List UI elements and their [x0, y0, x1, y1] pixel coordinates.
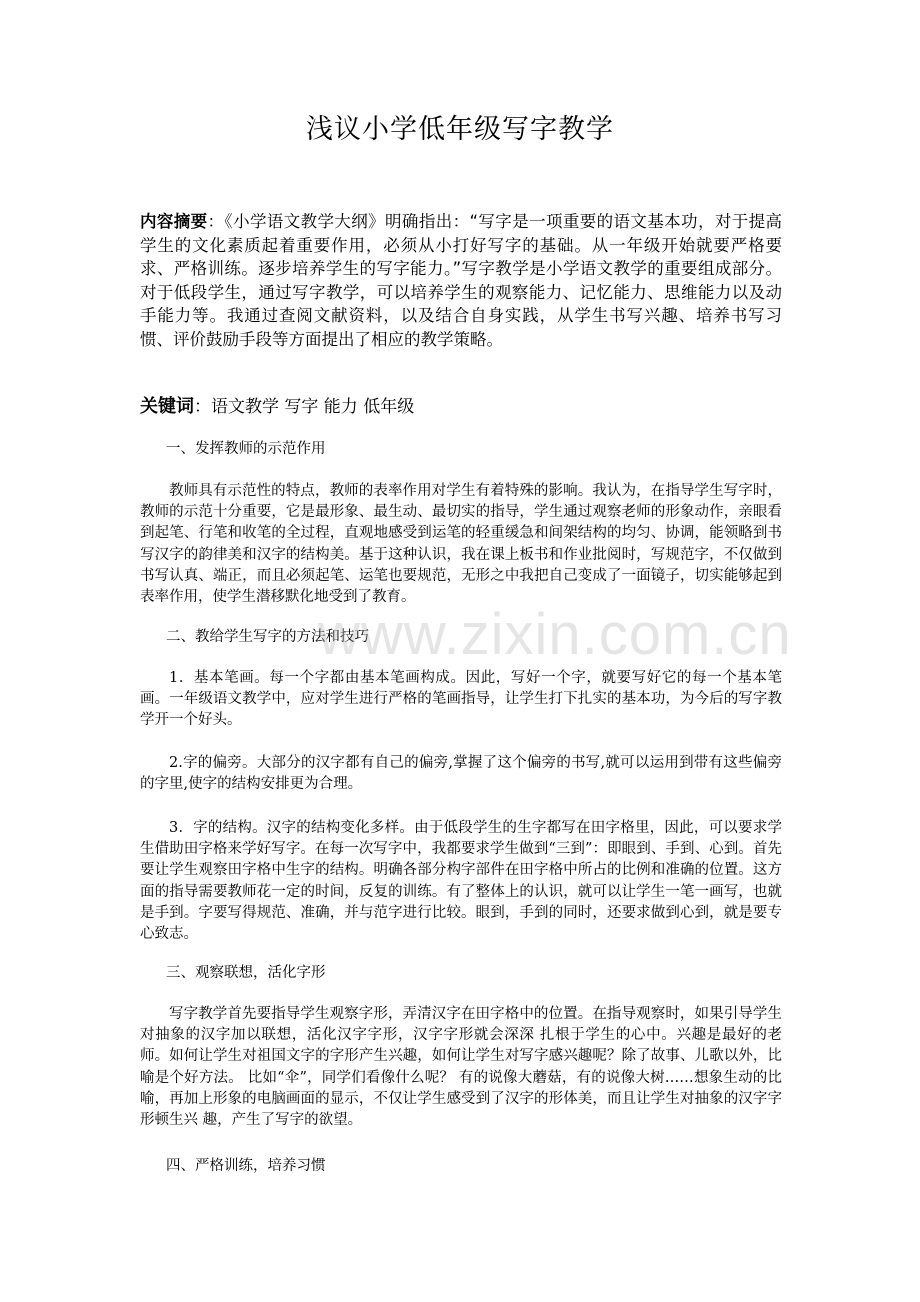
- document-title: 浅议小学低年级写字教学: [306, 114, 614, 145]
- watermark: www.zixin.com.cn: [318, 602, 792, 667]
- section-2-paragraph-2: 2.字的偏旁。大部分的汉字都有自己的偏旁,掌握了这个偏旁的书写,就可以运用到带有这些偏旁的字里,使字的结构安排更为合理。: [140, 755, 782, 793]
- abstract-text: ：《小学语文教学大纲》明确指出：“写字是一项重要的语文基本功，对于提高学生的文化素质起着重要作用，必须从小打好写字的基础。从一年级开始就要严格要求、严格训练。逐步培养学生的写字能力。”写字教学是小学语文教学的重要组成部分。对于低段学生，通过写字教学，可以培养学生的观察能力、记忆能力、思维能力以及动手能力等。我通过查阅文献资料，以及结合自身实践，从学生书写兴趣、培养书写习惯、评价鼓励手段等方面提出了相应的教学策略。: [140, 212, 782, 349]
- section-3-paragraph-1: 写字教学首先要指导学生观察字形，弄清汉字在田字格中的位置。在指导观察时，如果引导学生对抽象的汉字加以联想，活化汉字字形，汉字字形就会深深 扎根于学生的心中。兴趣是最好的老师。如何让学生对祖国文字的字形产生兴趣，如何让学生对写字感兴趣呢？除了故事、儿歌以外，比喻是个好方法。 比如“伞”，同学们看像什么呢？ 有的说像大蘑菇，有的说像大树……想象生动的比喻，再加上形象的电脑画面的显示，不仅让学生感受到了汉字的形体美，而且让学生对抽象的汉字字形顿生兴 趣，产生了写字的欲望。: [140, 1006, 782, 1129]
- section-1-paragraph-1: 教师具有示范性的特点，教师的表率作用对学生有着特殊的影响。我认为，在指导学生写字时，教师的示范十分重要，它是最形象、最生动、最切实的指导，学生通过观察老师的形象动作，亲眼看到起笔、行笔和收笔的全过程，直观地感受到运笔的轻重缓急和间架结构的均匀、协调，能领略到书写汉字的韵律美和汉字的结构美。基于这种认识，我在课上板书和作业批阅时，写规范字，不仅做到书写认真、端正，而且必须起笔、运笔也要规范，无形之中我把自己变成了一面镜子，切实能够起到表率作用，使学生潜移默化地受到了教育。: [140, 483, 782, 606]
- section-2-paragraph-3: 3．字的结构。汉字的结构变化多样。由于低段学生的生字都写在田字格里，因此，可以要求学生借助田字格来学好写字。在每一次写字中，我都要求学生做到“三到”：即眼到、手到、心到。首先要让学生观察田字格中生字的结构。明确各部分构字部件在田字格中所占的比例和准确的位置。这方面的指导需要教师花一定的时间，反复的训练。有了整体上的认识，就可以让学生一笔一画写，也就是手到。字要写得规范、准确，并与范字进行比较。眼到，手到的同时，还要求做到心到，就是要专心致志。: [140, 820, 782, 943]
- section-heading-2: 二、教给学生写字的方法和技巧: [166, 629, 369, 645]
- abstract-label: 内容摘要: [140, 212, 208, 231]
- section-heading-4: 四、严格训练，培养习惯: [166, 1158, 326, 1174]
- section-2-paragraph-1: 1．基本笔画。每一个字都由基本笔画构成。因此，写好一个字，就要写好它的每一个基本笔画。一年级语文教学中，应对学生进行严格的笔画指导，让学生打下扎实的基本功，为今后的写字教学开一个好头。: [140, 670, 782, 729]
- abstract-paragraph: [140, 210, 782, 351]
- keywords-label: 关键词: [140, 396, 194, 417]
- keywords-line: [140, 394, 780, 420]
- section-heading-1: 一、发挥教师的示范作用: [166, 441, 326, 457]
- section-heading-3: 三、观察联想，活化字形: [166, 965, 326, 981]
- keywords-text: ：语文教学 写字 能力 低年级: [194, 397, 415, 417]
